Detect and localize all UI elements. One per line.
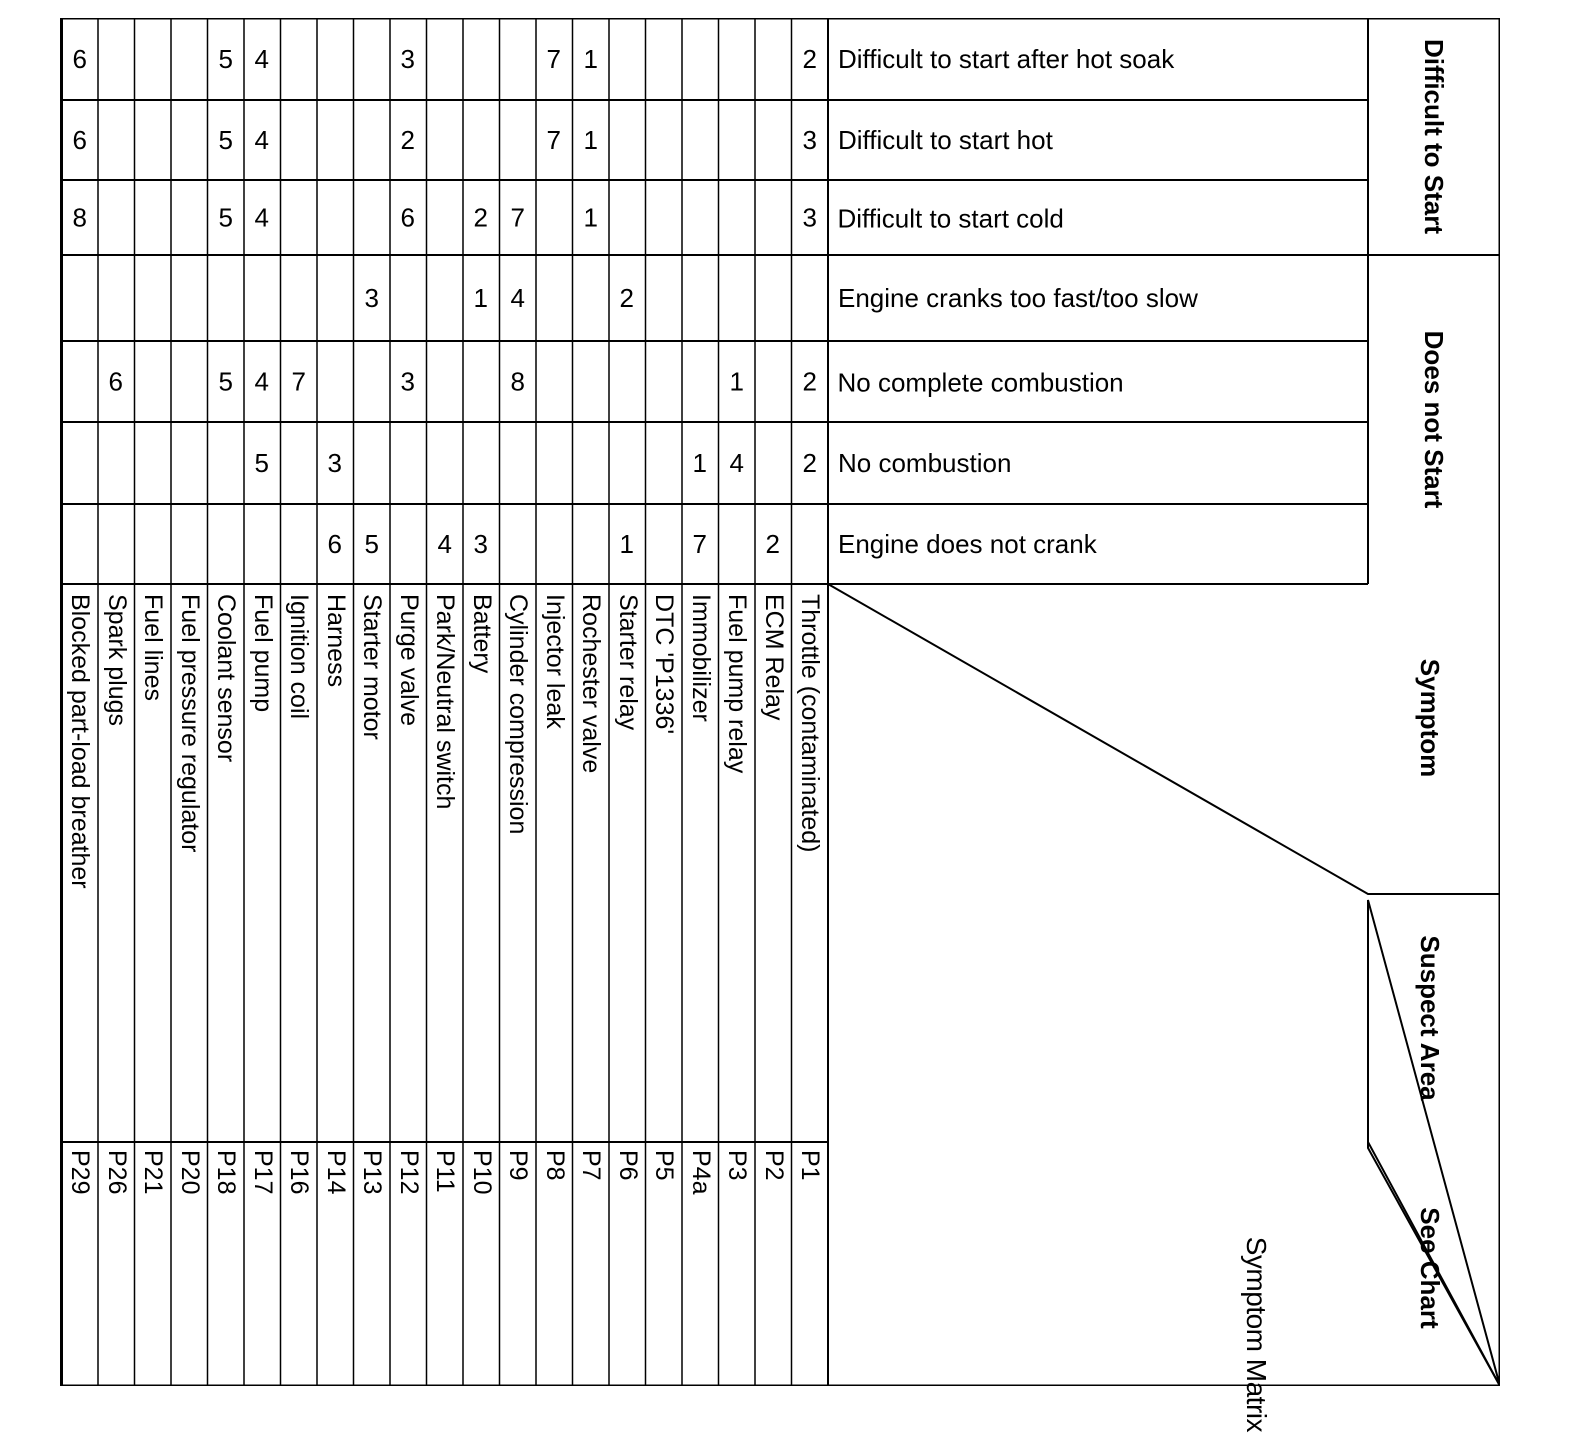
suspect-area: ECM Relay xyxy=(759,594,788,721)
matrix-value: 1 xyxy=(583,125,598,155)
suspect-area: DTC 'P1336' xyxy=(650,594,679,735)
matrix-value: 1 xyxy=(693,448,708,478)
suspect-area: Coolant sensor xyxy=(212,594,241,763)
suspect-area: Park/Neutral switch xyxy=(431,594,460,810)
matrix-value: 5 xyxy=(364,529,379,559)
chart-reference: P26 xyxy=(102,1150,131,1195)
chart-reference: P1 xyxy=(796,1150,825,1181)
suspect-area: Battery xyxy=(467,594,496,674)
chart-reference: P6 xyxy=(613,1150,642,1181)
matrix-value: 6 xyxy=(328,529,343,559)
matrix-value: 2 xyxy=(802,448,817,478)
matrix-value: 3 xyxy=(401,366,416,397)
suspect-area: Ignition coil xyxy=(285,594,314,720)
chart-reference: P9 xyxy=(504,1150,533,1181)
chart-reference: P29 xyxy=(66,1150,95,1195)
matrix-value: 3 xyxy=(474,529,489,559)
suspect-area: Immobilizer xyxy=(686,594,715,722)
matrix-value: 7 xyxy=(693,529,708,559)
suspect-area: Harness xyxy=(321,594,350,688)
matrix-value: 1 xyxy=(583,202,598,233)
chart-reference: P21 xyxy=(139,1150,168,1195)
suspect-area: Fuel pump relay xyxy=(723,594,752,774)
chart-reference: P14 xyxy=(321,1150,350,1195)
symptom-header: Difficult to start hot xyxy=(838,125,1053,155)
matrix-value: 4 xyxy=(255,202,270,233)
suspect-area: Fuel pressure regulator xyxy=(175,594,204,853)
matrix-value: 2 xyxy=(620,283,635,313)
suspect-area: Purge valve xyxy=(394,594,423,727)
chart-reference: P3 xyxy=(723,1150,752,1181)
page-title: Symptom Matrix xyxy=(1241,1236,1272,1432)
matrix-value: 2 xyxy=(766,529,781,559)
symptom-header: Engine does not crank xyxy=(838,529,1097,559)
symptom-header: Difficult to start cold xyxy=(838,202,1065,233)
matrix-value: 5 xyxy=(218,366,233,397)
suspect-area: Starter relay xyxy=(613,594,642,731)
matrix-value: 4 xyxy=(255,366,270,397)
matrix-value: 4 xyxy=(255,125,270,155)
corner-see-chart-label: See Chart xyxy=(1415,1207,1445,1329)
matrix-value: 3 xyxy=(364,283,379,313)
matrix-value: 4 xyxy=(255,44,270,74)
chart-reference: P5 xyxy=(650,1150,679,1181)
corner-suspect-area-label: Suspect Area xyxy=(1415,935,1445,1101)
matrix-value: 8 xyxy=(72,202,87,233)
suspect-area: Cylinder compression xyxy=(504,594,533,835)
matrix-value: 5 xyxy=(218,125,233,155)
suspect-area: Blocked part-load breather xyxy=(66,594,95,889)
matrix-value: 3 xyxy=(328,448,343,478)
matrix-value: 6 xyxy=(72,125,87,155)
matrix-value: 6 xyxy=(109,366,124,397)
matrix-value: 4 xyxy=(729,448,744,478)
symptom-header: Engine cranks too fast/too slow xyxy=(838,283,1198,313)
group-label-difficult-to-start: Difficult to Start xyxy=(1419,39,1449,234)
matrix-value: 6 xyxy=(401,202,416,233)
suspect-area: Throttle (contaminated) xyxy=(796,594,825,853)
symptom-header: Difficult to start after hot soak xyxy=(838,44,1175,74)
suspect-area: Rochester valve xyxy=(577,594,606,774)
chart-reference: P10 xyxy=(467,1150,496,1195)
chart-reference: P13 xyxy=(358,1150,387,1195)
chart-reference: P17 xyxy=(248,1150,277,1195)
matrix-value: 7 xyxy=(547,125,562,155)
matrix-value: 6 xyxy=(72,44,87,74)
chart-reference: P18 xyxy=(212,1150,241,1195)
symptom-matrix xyxy=(18,18,1500,1386)
matrix-value: 4 xyxy=(437,529,452,559)
suspect-area: Injector leak xyxy=(540,594,569,729)
chart-reference: P11 xyxy=(431,1150,460,1193)
chart-reference: P2 xyxy=(759,1150,788,1181)
matrix-value: 4 xyxy=(510,283,525,313)
chart-reference: P20 xyxy=(175,1150,204,1195)
suspect-area: Fuel pump xyxy=(248,594,277,713)
symptom-header: No combustion xyxy=(838,448,1012,478)
suspect-area: Starter motor xyxy=(358,594,387,740)
symptom-header: No complete combustion xyxy=(838,366,1125,397)
matrix-value: 5 xyxy=(255,448,270,478)
matrix-value: 1 xyxy=(474,283,489,313)
matrix-value: 5 xyxy=(218,44,233,74)
chart-reference: P12 xyxy=(394,1150,423,1195)
chart-reference: P7 xyxy=(577,1150,606,1181)
matrix-value: 7 xyxy=(510,202,525,233)
matrix-value: 2 xyxy=(802,366,817,397)
chart-reference: P4a xyxy=(686,1150,715,1195)
matrix-value: 2 xyxy=(474,202,489,233)
matrix-value: 3 xyxy=(802,125,817,155)
chart-reference: P8 xyxy=(540,1150,569,1181)
matrix-value: 1 xyxy=(620,529,635,559)
matrix-value: 1 xyxy=(729,366,744,397)
matrix-value: 7 xyxy=(547,44,562,74)
matrix-value: 2 xyxy=(802,44,817,74)
matrix-value: 3 xyxy=(802,202,817,233)
suspect-area: Fuel lines xyxy=(139,594,168,701)
suspect-area: Spark plugs xyxy=(102,594,131,727)
chart-reference: P16 xyxy=(285,1150,314,1195)
matrix-value: 5 xyxy=(218,202,233,233)
matrix-value: 1 xyxy=(583,44,598,74)
matrix-value: 8 xyxy=(510,366,525,397)
corner-symptom-label: Symptom xyxy=(1415,658,1445,778)
group-label-does-not-start: Does not Start xyxy=(1419,330,1449,509)
matrix-value: 2 xyxy=(401,125,416,155)
matrix-value: 7 xyxy=(291,366,306,397)
matrix-value: 3 xyxy=(401,44,416,74)
